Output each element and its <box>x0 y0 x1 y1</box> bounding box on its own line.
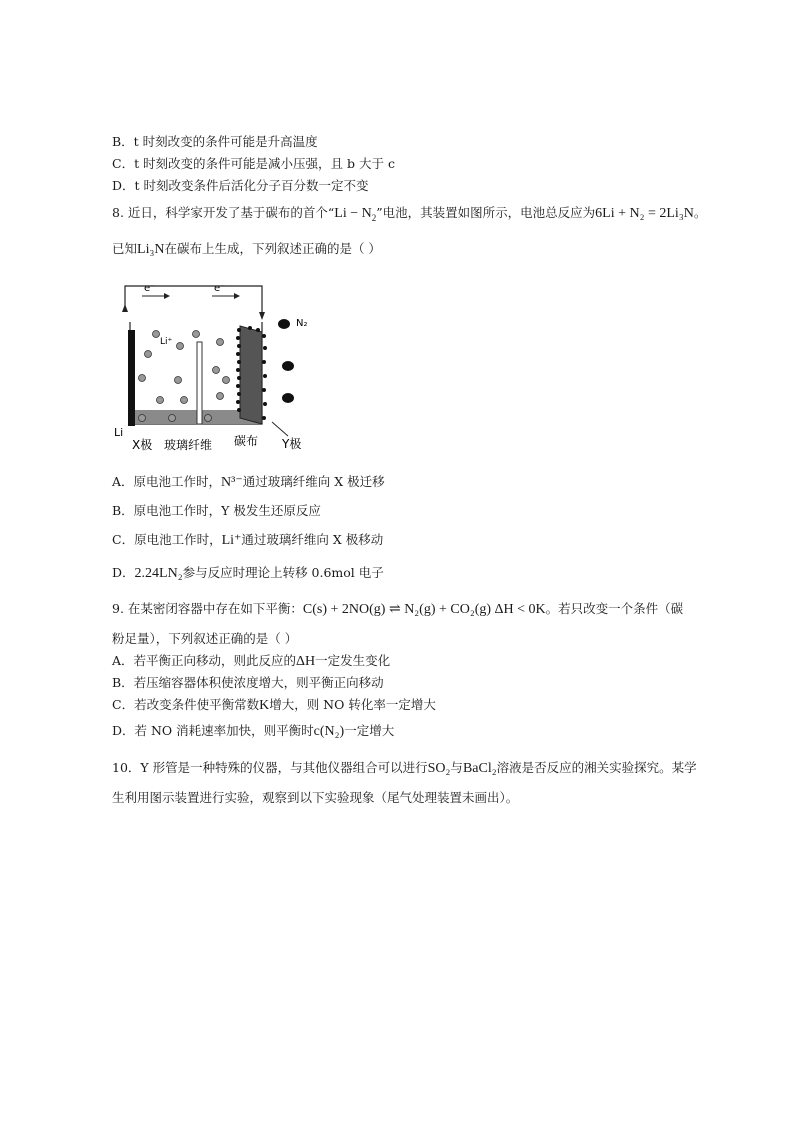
glass-fiber-label: 玻璃纤维 <box>164 438 213 452</box>
li-label: Li <box>114 426 124 439</box>
q8-product: Li₃N <box>137 242 165 257</box>
x-pole-label: X极 <box>132 438 153 452</box>
q10-so2: SO₂ <box>427 761 451 776</box>
q9-option-d-conc: c(N₂) <box>313 724 345 739</box>
arrow-down-icon <box>259 312 265 320</box>
q9-option-c: C．若改变条件使平衡常数K增大，则 NO 转化率一定增大 <box>112 697 436 713</box>
q7-option-d: D．t 时刻改变条件后活化分子百分数一定不变 <box>112 178 369 193</box>
battery-diagram <box>112 278 322 456</box>
li-ion-particles <box>139 331 230 422</box>
q9-option-b: B．若压缩容器体积使浓度增大，则平衡正向移动 <box>112 675 384 690</box>
carbon-cloth-label: 碳布 <box>234 434 259 448</box>
y-pole-label: Y极 <box>282 437 302 451</box>
q7-option-c: C．t 时刻改变的条件可能是减小压强，且 b 大于 c <box>112 156 395 171</box>
q8-option-a-ion: N³⁻ <box>221 475 243 490</box>
q8-option-d: D．2.24LN₂参与反应时理论上转移 0.6mol 电子 <box>112 565 384 581</box>
q7-option-b: B．t 时刻改变的条件可能是升高温度 <box>112 134 318 149</box>
q9-equation: C(s) + 2NO(g) ⇌ N₂(g) + CO₂(g) ΔH < 0K <box>302 602 546 617</box>
q9-option-a-dh: ΔH <box>296 654 316 669</box>
q8-option-d-volume: 2.24LN₂ <box>134 566 183 581</box>
q9-option-c-k: K <box>259 698 270 713</box>
electron-arrow-icon <box>234 293 240 299</box>
q9-option-d: D．若 NO 消耗速率加快，则平衡时c(N₂)一定增大 <box>112 723 395 739</box>
q8-option-c-ion: Li⁺ <box>221 533 242 548</box>
q8-stem-a: 8. 近日，科学家开发了基于碳布的首个“ <box>112 205 335 220</box>
q8-stem2-b: 在碳布上生成，下列叙述正确的是（ ） <box>164 241 381 256</box>
q10-stem-line2: 生利用图示装置进行实验，观察到以下实验现象（尾气处理装置未画出）。 <box>112 790 519 805</box>
lithium-electrode <box>128 330 135 426</box>
q10-bacl2: BaCl₂ <box>462 761 497 776</box>
n2-molecules <box>278 319 294 403</box>
carbon-cloth <box>240 326 262 424</box>
q9-option-a: A．若平衡正向移动，则此反应的ΔH一定发生变化 <box>112 653 391 669</box>
q8-option-a: A．原电池工作时，N³⁻通过玻璃纤维向 X 极迁移 <box>112 474 385 490</box>
q8-stem-c: 。 <box>693 205 707 220</box>
electron-arrow-icon <box>164 293 170 299</box>
q8-option-c: C．原电池工作时，Li⁺通过玻璃纤维向 X 极移动 <box>112 532 384 548</box>
q8-stem-b: ”电池，其装置如图所示，电池总反应为 <box>376 205 596 220</box>
q8-battery-name: $Li - N_2$ <box>334 206 377 223</box>
q8-stem-line2 <box>112 241 381 258</box>
q10-stem-line1: 10．Y 形管是一种特殊的仪器，与其他仪器组合可以进行SO₂与BaCl₂溶液是否反应的湘关实验探究。某学 <box>112 760 697 776</box>
q9-stem-line1: 9. 在某密闭容器中存在如下平衡：C(s) + 2NO(g) ⇌ N₂(g) + CO₂(g) ΔH < 0K。若只改变一个条件（碳 <box>112 601 684 617</box>
q8-stem-line1 <box>112 205 706 222</box>
li-ion-label: Li⁺ <box>160 337 173 347</box>
q8-reaction: 6Li + N₂ = 2Li₃N <box>595 206 694 221</box>
arrow-up-icon <box>122 304 128 312</box>
q9-stem-line2: 粉足量），下列叙述正确的是（ ） <box>112 631 298 646</box>
electron-label-right: e⁻ <box>214 283 226 294</box>
electron-label-left: e⁻ <box>144 283 156 294</box>
q8-stem2-a: 已知 <box>112 241 138 256</box>
glass-fiber <box>197 342 202 424</box>
q8-option-b: B．原电池工作时，Y 极发生还原反应 <box>112 503 321 518</box>
n2-label: N₂ <box>296 318 308 329</box>
